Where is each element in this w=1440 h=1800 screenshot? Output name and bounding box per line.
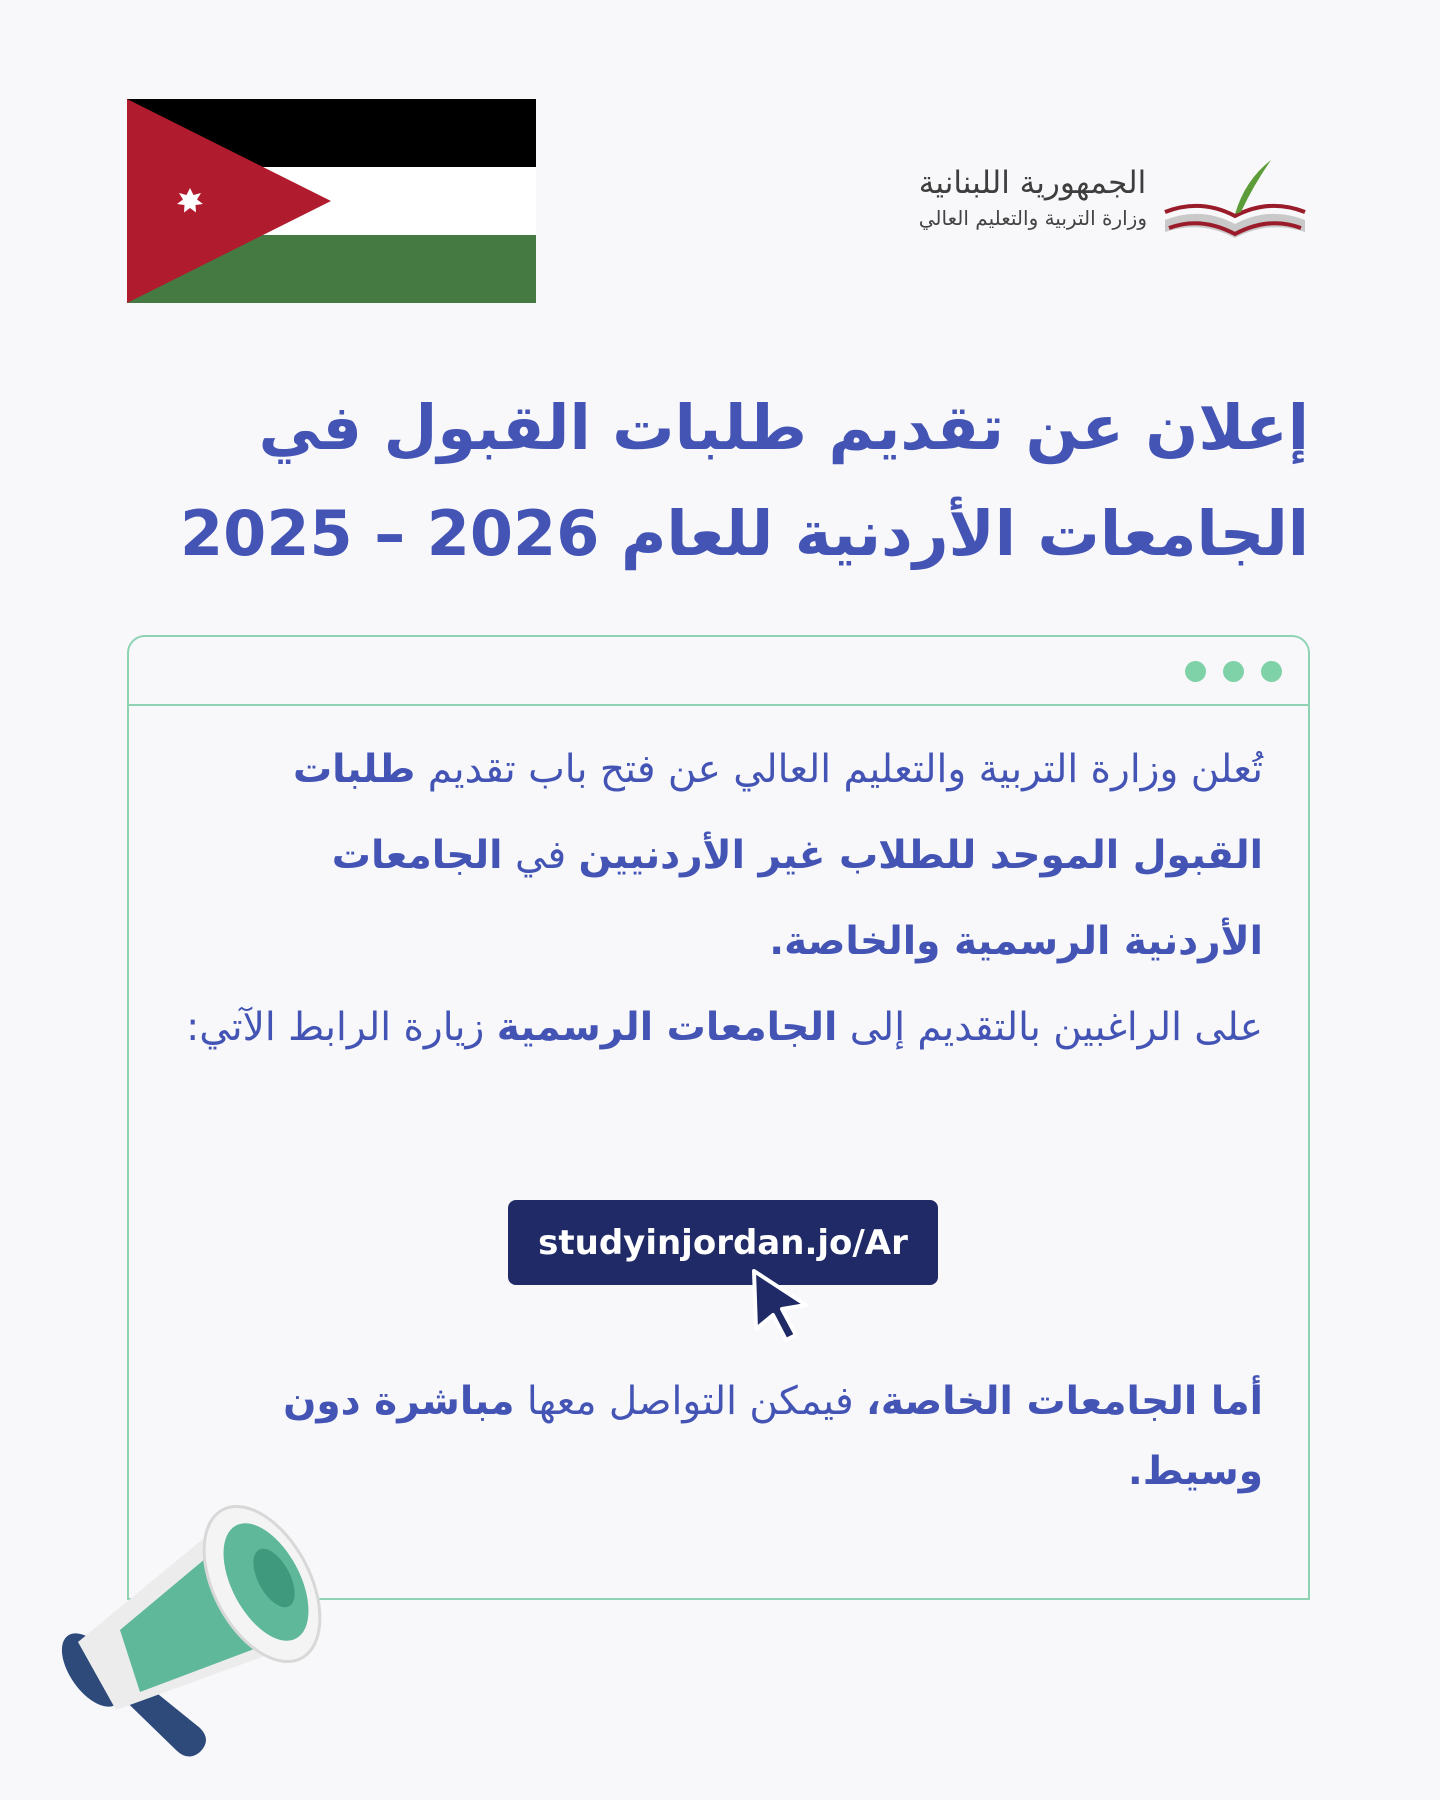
p1-bold-text-2: الجامعات الأردنية الرسمية والخاصة. xyxy=(331,833,1263,964)
p1-bold-text: طلبات القبول الموحد للطلاب غير الأردنيين xyxy=(292,747,1263,878)
dot-icon xyxy=(1223,661,1244,682)
paragraph-1 xyxy=(183,727,1263,985)
paragraph-2 xyxy=(183,985,1263,1071)
title-line-1: إعلان عن تقديم طلبات القبول في xyxy=(258,391,1309,464)
p1-text-2: في xyxy=(502,833,579,878)
studyinjordan-link-button[interactable]: studyinjordan.jo/Ar xyxy=(508,1200,938,1285)
p2-bold-text: الجامعات الرسمية xyxy=(496,1005,838,1050)
p1-text: تُعلن وزارة التربية والتعليم العالي عن فتح باب تقديم xyxy=(415,747,1263,792)
p3-bold-text: أما الجامعات الخاصة، xyxy=(866,1379,1263,1424)
open-book-logo xyxy=(1161,150,1309,246)
announcement-card xyxy=(127,635,1310,1600)
ministry-subtitle: وزارة التربية والتعليم العالي xyxy=(918,206,1147,230)
announcement-body xyxy=(183,727,1263,1071)
p2-text: على الراغبين بالتقديم إلى xyxy=(837,1005,1263,1050)
ministry-title: الجمهورية اللبنانية xyxy=(918,165,1147,201)
page-title xyxy=(129,375,1309,587)
window-dots xyxy=(1185,661,1282,682)
title-line-2-prefix: الجامعات الأردنية للعام xyxy=(620,497,1309,570)
p2-text-2: زيارة الرابط الآتي: xyxy=(186,1005,497,1050)
card-title-bar xyxy=(129,637,1308,706)
ministry-header xyxy=(919,150,1309,246)
jordan-flag xyxy=(127,99,536,303)
p3-bold-text-2: مباشرة دون وسيط. xyxy=(283,1379,1263,1494)
title-year: 2025 – 2026 xyxy=(180,497,600,570)
dot-icon xyxy=(1185,661,1206,682)
megaphone-icon xyxy=(30,1460,350,1770)
dot-icon xyxy=(1261,661,1282,682)
pointer-cursor-icon xyxy=(746,1265,826,1345)
title-line-2 xyxy=(129,481,1309,587)
p3-text: فيمكن التواصل معها xyxy=(514,1379,866,1424)
